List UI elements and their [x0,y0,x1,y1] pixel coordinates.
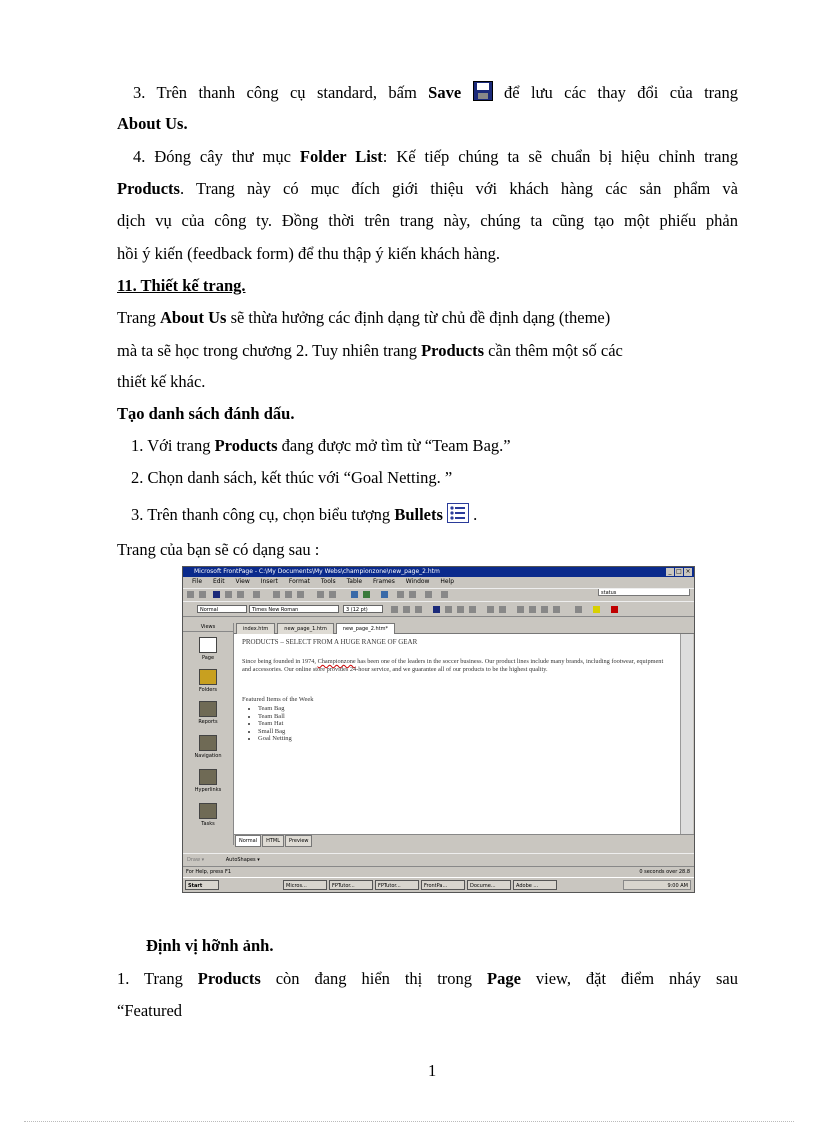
justify-icon[interactable] [469,606,476,613]
menu-window[interactable]: Window [405,578,430,585]
align-center-icon[interactable] [445,606,452,613]
copy-icon[interactable] [285,591,292,598]
close-icon[interactable]: × [685,568,691,575]
menu-tools[interactable]: Tools [320,578,336,585]
step4-line3: dịch vụ của công ty. Đồng thời trên trang này, chúng ta cũng tạo một phiếu phản [117,211,738,230]
taskbar [183,877,694,893]
frontpage-screenshot [182,566,695,893]
list-item: • Small Bag [258,728,292,736]
border-icon[interactable] [575,606,582,613]
section-heading: 11. Thiết kế trang. [117,276,246,295]
save-icon [473,81,493,107]
refresh-icon[interactable] [397,591,404,598]
numbering-icon[interactable] [517,606,524,613]
standard-toolbar [183,588,694,602]
grow-font-icon[interactable] [487,606,494,613]
section-line1: Trang About Us sẽ thừa hưởng các định dạng từ chủ đề định dạng (theme) [117,308,611,327]
outdent-icon[interactable] [541,606,548,613]
hyperlinks-view-icon [199,769,217,785]
window-controls [666,568,692,576]
tasks-view-icon [199,803,217,819]
navigation-view-icon [199,735,217,751]
vertical-scrollbar[interactable] [680,634,693,834]
size-select[interactable]: 3 (12 pt) [343,605,383,613]
taskbar-item[interactable]: FrontPa... [421,880,465,890]
view-hyperlinks[interactable]: Hyperlinks [183,769,233,793]
font-color-icon[interactable] [611,606,618,613]
menu-table[interactable]: Table [346,578,363,585]
start-button[interactable]: Start [185,880,219,890]
view-mode-tabs [234,834,694,845]
view-page[interactable]: Page [183,637,233,661]
step3-line2: About Us. [117,114,188,133]
preview-icon[interactable] [237,591,244,598]
list-item: • Team Ball [258,713,292,721]
tab-preview[interactable]: Preview [285,835,312,847]
list-item: • Team Hat [258,720,292,728]
tab-normal[interactable]: Normal [235,835,261,847]
status-bar: For Help, press F1 0 seconds over 28.8 [183,866,694,877]
clock: 9:00 AM [623,880,691,890]
tab-html[interactable]: HTML [262,835,284,847]
bullets-toolbar-icon[interactable] [529,606,536,613]
highlight-icon[interactable] [593,606,600,613]
editor-paragraph: Since being founded in 1974, Championzone has been one of the leaders in the soccer business. Our product lines include many brands, including footwear, equipment and accessories. Our online store provides 24-hour service, and we guarantee all of our products to be the highest quality. [242,658,664,673]
menu-bar [183,577,694,596]
autoshapes-menu[interactable]: AutoShapes ▾ [225,857,260,863]
section-line3: thiết kế khác. [117,372,206,391]
menu-view[interactable]: View [235,578,250,585]
paste-icon[interactable] [297,591,304,598]
bullets-step1: 1. Với trang Products đang được mở tìm từ “Team Bag.” [131,436,511,455]
spell-icon[interactable] [253,591,260,598]
locate-line2: “Featured [117,1001,183,1020]
stop-icon[interactable] [409,591,416,598]
taskbar-item[interactable]: Docume... [467,880,511,890]
views-bar [183,623,234,845]
print-icon[interactable] [225,591,232,598]
list-item: • Goal Netting [258,735,292,743]
cut-icon[interactable] [273,591,280,598]
step4-line4: hồi ý kiến (feedback form) để thu thập ý kiến khách hàng. [117,244,501,263]
locate-heading: Định vị hỡnh ảnh. [146,936,274,955]
open-icon[interactable] [199,591,206,598]
bullets-heading: Tạo danh sách đánh dấu. [117,404,295,423]
show-all-icon[interactable] [425,591,432,598]
step3-line1: 3. Trên thanh công cụ standard, bấm Save để lưu các thay đổi của trang [133,81,738,107]
taskbar-item[interactable]: Adobe ... [513,880,557,890]
menu-format[interactable]: Format [288,578,310,585]
taskbar-item[interactable]: Micros... [283,880,327,890]
redo-icon[interactable] [329,591,336,598]
style-select[interactable]: Normal [197,605,247,613]
save-icon[interactable] [213,591,220,598]
italic-icon[interactable] [403,606,410,613]
align-right-icon[interactable] [457,606,464,613]
taskbar-item[interactable]: FPTutor... [375,880,419,890]
help-icon[interactable] [441,591,448,598]
status-combo[interactable]: status [598,588,690,596]
views-header: Views [183,623,233,632]
editor-heading: PRODUCTS – SELECT FROM A HUGE RANGE OF GEAR [242,638,418,646]
image-icon[interactable] [363,591,370,598]
font-select[interactable]: Times New Roman [249,605,339,613]
editor-bullet-list [244,705,292,743]
indent-icon[interactable] [553,606,560,613]
figure-caption: Trang của bạn sẽ có dạng sau : [117,540,320,559]
view-folders[interactable]: Folders [183,669,233,693]
formatting-toolbar [183,601,694,617]
menu-frames[interactable]: Frames [373,578,395,585]
table-icon[interactable] [351,591,358,598]
view-navigation[interactable]: Navigation [183,735,233,759]
page-number: 1 [428,1061,437,1080]
shrink-font-icon[interactable] [499,606,506,613]
bullets-icon [447,503,469,529]
view-tasks[interactable]: Tasks [183,803,233,827]
tab-new-page-2[interactable]: new_page_2.htm* [336,623,395,634]
drawing-toolbar [183,853,694,866]
underline-icon[interactable] [415,606,422,613]
menu-file[interactable]: File [192,578,203,585]
bullets-step3: 3. Trên thanh công cụ, chọn biểu tượng Bullets . [131,503,477,529]
locate-line1: 1. Trang Products còn đang hiển thị trong Page view, đặt điểm nháy sau [117,969,738,988]
align-left-icon[interactable] [433,606,440,613]
menu-help[interactable]: Help [440,578,455,585]
window-titlebar: Microsoft FrontPage - C:\My Documents\My Webs\championzone\new_page_2.htm _ □ × [183,567,694,577]
menu-edit[interactable]: Edit [212,578,225,585]
tab-new-page-1[interactable]: new_page_1.htm [277,623,334,634]
folders-view-icon [199,669,217,685]
step4-line2: Products. Trang này có mục đích giới thiệu với khách hàng các sản phẩm và [117,179,738,198]
minimize-icon[interactable]: _ [666,568,674,576]
page-view-icon [199,637,217,653]
bold-icon[interactable] [391,606,398,613]
taskbar-item[interactable]: FPTutor... [329,880,373,890]
maximize-icon[interactable]: □ [676,568,682,575]
new-icon[interactable] [187,591,194,598]
editor-featured: Featured Items of the Week [242,696,314,703]
list-item: • Team Bag [258,705,292,713]
draw-menu[interactable]: Draw ▾ [187,857,205,863]
editor-area[interactable] [234,634,680,834]
bullets-step2: 2. Chọn danh sách, kết thúc với “Goal Netting. ” [131,468,453,487]
tab-index[interactable]: index.htm [236,623,275,634]
menu-insert[interactable]: Insert [260,578,278,585]
hyperlink-icon[interactable] [381,591,388,598]
section-line2: mà ta sẽ học trong chương 2. Tuy nhiên trang Products cần thêm một số các [117,341,623,360]
step4-line1: 4. Đóng cây thư mục Folder List: Kế tiếp chúng ta sẽ chuẩn bị hiệu chỉnh trang [133,147,739,166]
footer-divider [24,1121,794,1122]
document-tabs [234,623,694,634]
reports-view-icon [199,701,217,717]
undo-icon[interactable] [317,591,324,598]
view-reports[interactable]: Reports [183,701,233,725]
